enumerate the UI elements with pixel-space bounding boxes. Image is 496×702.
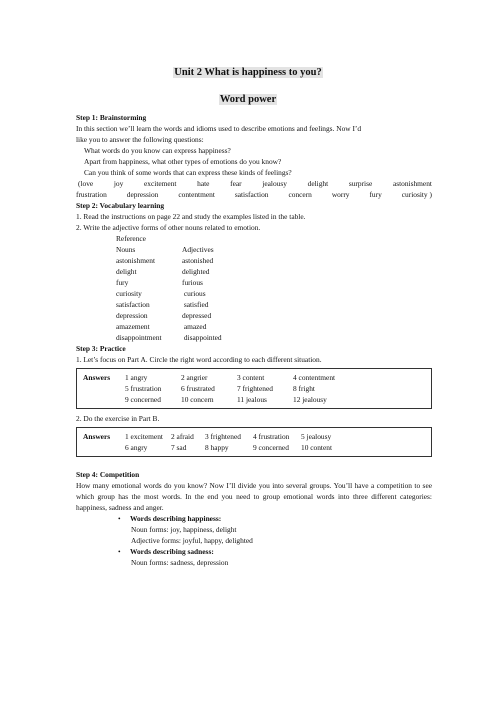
emotion-word: satisfaction	[234, 190, 269, 199]
noun-cell: satisfaction	[116, 300, 150, 309]
emotion-word: surprise	[348, 179, 373, 188]
step2-item: 1. Read the instructions on page 22 and study the examples listed in the table.	[76, 212, 306, 221]
adjective-cell: depressed	[182, 311, 212, 320]
noun-cell: amazement	[116, 322, 150, 331]
table-caption: Reference	[116, 234, 146, 243]
adjective-cell: satisfied	[182, 300, 209, 309]
answers-box-part-b	[76, 427, 432, 457]
adjective-cell: curious	[182, 289, 206, 298]
emotion-word: joy	[113, 179, 124, 188]
table-row	[116, 288, 432, 299]
answer-item: 4 frustration	[253, 432, 290, 441]
step3-item: 1. Let’s focus on Part A. Circle the right word according to each different situation.	[76, 355, 322, 364]
emotion-words-row	[76, 178, 432, 189]
adjective-cell: furious	[182, 278, 203, 287]
emotion-word: concern	[288, 190, 312, 199]
answer-item: 9 concerned	[125, 395, 161, 404]
adjective-forms-line: Adjective forms: joyful, happy, delighted	[131, 536, 253, 545]
table-row	[116, 310, 432, 321]
answer-item: 8 fright	[293, 384, 315, 393]
step3-item: 2. Do the exercise in Part B.	[76, 414, 160, 423]
answers-row	[83, 431, 424, 442]
answer-item: 5 frustration	[125, 384, 162, 393]
adjective-cell: astonished	[182, 256, 214, 265]
answer-item: 12 jealousy	[293, 395, 327, 404]
step2-item: 2. Write the adjective forms of other nouns related to emotion.	[76, 223, 261, 232]
step4-heading: Step 4: Competition	[76, 470, 140, 479]
step1-question: What words do you know can express happiness?	[84, 146, 231, 155]
answers-row	[83, 372, 424, 383]
step1-intro-line: In this section we’ll learn the words and idioms used to describe emotions and feelings. Now I’d	[76, 124, 362, 133]
table-row	[116, 321, 432, 332]
step3-heading: Step 3: Practice	[76, 344, 126, 353]
emotion-words-row	[76, 189, 432, 200]
emotion-word: astonishment	[392, 179, 432, 188]
answers-label: Answers	[83, 373, 111, 382]
adjective-cell: delighted	[182, 267, 210, 276]
noun-cell: depression	[116, 311, 148, 320]
answers-row	[83, 442, 424, 453]
adjective-cell: amazed	[182, 322, 207, 331]
emotion-word: frustration	[76, 190, 107, 199]
table-row	[116, 332, 432, 343]
bullet-icon: •	[118, 547, 121, 556]
answer-item: 2 angrier	[181, 373, 208, 382]
table-row	[116, 299, 432, 310]
emotion-word: fear	[230, 179, 242, 188]
bullet-heading: Words describing happiness:	[130, 514, 222, 523]
answer-item: 1 excitement	[125, 432, 163, 441]
column-header-nouns: Nouns	[116, 245, 136, 254]
table-row	[116, 255, 432, 266]
answer-item: 9 concerned	[253, 443, 289, 452]
document-body	[76, 112, 432, 568]
emotion-word: jealousy	[262, 179, 287, 188]
emotion-word: depression	[126, 190, 159, 199]
step1-question: Apart from happiness, what other types of emotions do you know?	[84, 157, 282, 166]
noun-cell: astonishment	[116, 256, 156, 265]
answers-row	[83, 383, 424, 394]
answer-item: 10 content	[301, 443, 332, 452]
noun-cell: curiosity	[116, 289, 142, 298]
noun-cell: fury	[116, 278, 129, 287]
emotion-word: delight	[307, 179, 329, 188]
answer-item: 2 afraid	[171, 432, 194, 441]
table-row	[116, 266, 432, 277]
unit-title: Unit 2 What is happiness to you?	[174, 67, 322, 78]
step1-question: Can you think of some words that can express these kinds of feelings?	[84, 168, 292, 177]
answer-item: 6 frustrated	[181, 384, 215, 393]
emotion-word: fury	[369, 190, 382, 199]
answers-box-part-a	[76, 368, 432, 409]
answer-item: 3 content	[237, 373, 265, 382]
answer-item: 3 frightened	[205, 432, 241, 441]
emotion-word: curiosity )	[401, 190, 432, 199]
step1-heading: Step 1: Brainstorming	[76, 113, 147, 122]
answer-item: 10 concern	[181, 395, 214, 404]
noun-forms-line: Noun forms: joy, happiness, delight	[131, 525, 237, 534]
answer-item: 7 sad	[171, 443, 187, 452]
bullet-item	[76, 513, 432, 524]
answer-item: 7 frightened	[237, 384, 273, 393]
emotion-word: worry	[331, 190, 350, 199]
adjective-cell: disappointed	[182, 333, 222, 342]
noun-forms-line: Noun forms: sadness, depression	[131, 558, 229, 567]
bullet-heading: Words describing sadness:	[130, 547, 214, 556]
answer-item: 4 contentment	[293, 373, 336, 382]
answer-item: 5 jealousy	[301, 432, 332, 441]
answer-item: 6 angry	[125, 443, 148, 452]
step4-paragraph: How many emotional words do you know? Now I’ll divide you into several groups. You’ll have a competition to see which group has the most words. In the end you need to group emotional words into three different categories: happiness, sadness and anger.	[76, 481, 432, 512]
step2-heading: Step 2: Vocabulary learning	[76, 201, 165, 210]
emotion-word: contentment	[178, 190, 215, 199]
noun-cell: delight	[116, 267, 137, 276]
column-header-adjectives: Adjectives	[182, 245, 214, 254]
emotion-word: (love	[78, 179, 94, 188]
section-title: Word power	[219, 94, 277, 105]
table-row	[116, 277, 432, 288]
noun-cell: disappointment	[116, 333, 162, 342]
bullet-item	[76, 546, 432, 557]
bullet-icon: •	[118, 514, 121, 523]
emotion-word: hate	[197, 179, 210, 188]
answer-item: 11 jealous	[237, 395, 267, 404]
answer-item: 1 angry	[125, 373, 148, 382]
answers-label: Answers	[83, 432, 111, 441]
step1-intro-line: like you to answer the following questions:	[76, 135, 204, 144]
answer-item: 8 happy	[205, 443, 229, 452]
table-header	[116, 244, 432, 255]
emotion-word: excitement	[144, 179, 177, 188]
reference-table	[116, 233, 432, 343]
answers-row	[83, 394, 424, 405]
